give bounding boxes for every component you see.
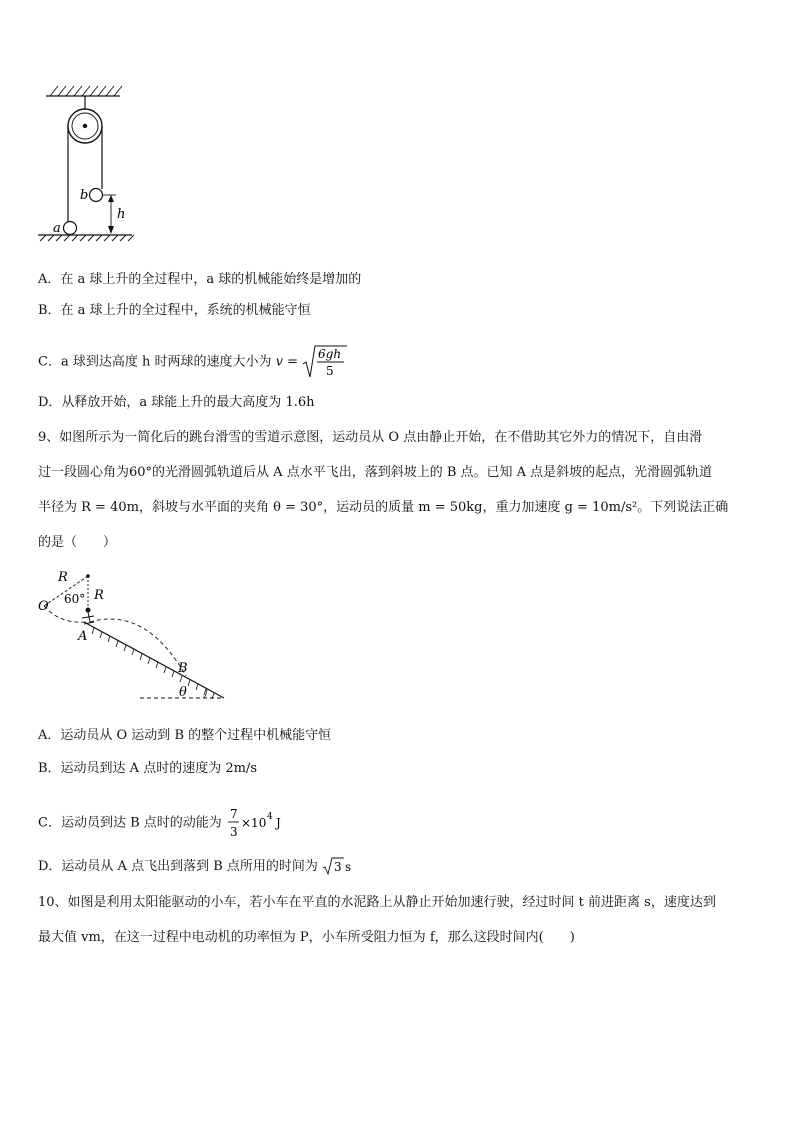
- q8-option-a: A．在 a 球上升的全过程中，a 球的机械能始终是增加的: [38, 272, 362, 287]
- label-angle: 60°: [64, 592, 86, 606]
- svg-text:3: 3: [229, 825, 238, 839]
- svg-text:5: 5: [326, 364, 334, 378]
- q10-stem: [38, 885, 760, 955]
- q9-option-c: [38, 804, 288, 842]
- label-a: a: [53, 221, 61, 236]
- q8-option-c: [38, 344, 348, 380]
- q8-option-c-formula: v = 6gh 5: [276, 344, 349, 380]
- label-B: B: [178, 661, 188, 676]
- q9-option-c-formula: [226, 804, 288, 842]
- label-A: A: [78, 629, 88, 644]
- q8-option-b: B．在 a 球上升的全过程中，系统的机械能守恒: [38, 303, 311, 318]
- ski-jump-figure: [36, 566, 228, 704]
- q9-option-a: A．运动员从 O 运动到 B 的整个过程中机械能守恒: [38, 728, 332, 743]
- svg-text:3: 3: [334, 860, 342, 874]
- svg-text:×10: ×10: [240, 816, 267, 830]
- q9-option-c-text: C．运动员到达 B 点时的动能为: [38, 815, 222, 831]
- label-h: h: [117, 207, 126, 222]
- q8-option-c-text: C．a 球到达高度 h 时两球的速度大小为: [38, 354, 272, 370]
- q9-option-d-text: D．运动员从 A 点飞出到落到 B 点所用的时间为: [38, 858, 318, 874]
- q8-option-d: D．从释放开始，a 球能上升的最大高度为 1.6h: [38, 395, 315, 410]
- label-b: b: [80, 188, 89, 203]
- q9-stem-line2: 过一段圆心角为60°的光滑圆弧轨道后从 A 点水平飞出，落到斜坡上的 B 点。已知 A 点是斜坡的起点，光滑圆弧轨道: [38, 465, 713, 480]
- q10-stem-line1: 10、如图是利用太阳能驱动的小车，若小车在平直的水泥路上从静止开始加速行驶，经过时间 t 前进距离 s，速度达到: [38, 895, 716, 910]
- svg-text:s: s: [345, 860, 352, 874]
- q9-stem-line3: 半径为 R = 40m，斜坡与水平面的夹角 θ = 30°，运动员的质量 m = 50kg，重力加速度 g = 10m/s²。下列说法正确: [38, 500, 729, 515]
- label-R1: R: [58, 570, 68, 585]
- q9-option-d: [38, 856, 352, 877]
- q9-option-b: B．运动员到达 A 点时的速度为 2m/s: [38, 761, 257, 776]
- svg-text:6gh: 6gh: [318, 347, 342, 361]
- svg-text:4: 4: [266, 812, 273, 822]
- label-theta: θ: [179, 685, 187, 700]
- q9-option-d-formula: [322, 856, 352, 877]
- label-O: O: [38, 599, 49, 614]
- q10-stem-line2: 最大值 vm，在这一过程中电动机的功率恒为 P，小车所受阻力恒为 f，那么这段时间内( ): [38, 930, 575, 945]
- svg-text:7: 7: [229, 807, 238, 821]
- label-R2: R: [94, 588, 104, 603]
- pulley-figure: [36, 82, 146, 242]
- svg-text:J: J: [275, 816, 281, 830]
- q9-stem: [38, 420, 760, 560]
- q9-stem-line4: 的是（ ）: [38, 535, 117, 550]
- q9-stem-line1: 9、如图所示为一简化后的跳台滑雪的雪道示意图，运动员从 O 点由静止开始，在不借助其它外力的情况下，自由滑: [38, 430, 703, 445]
